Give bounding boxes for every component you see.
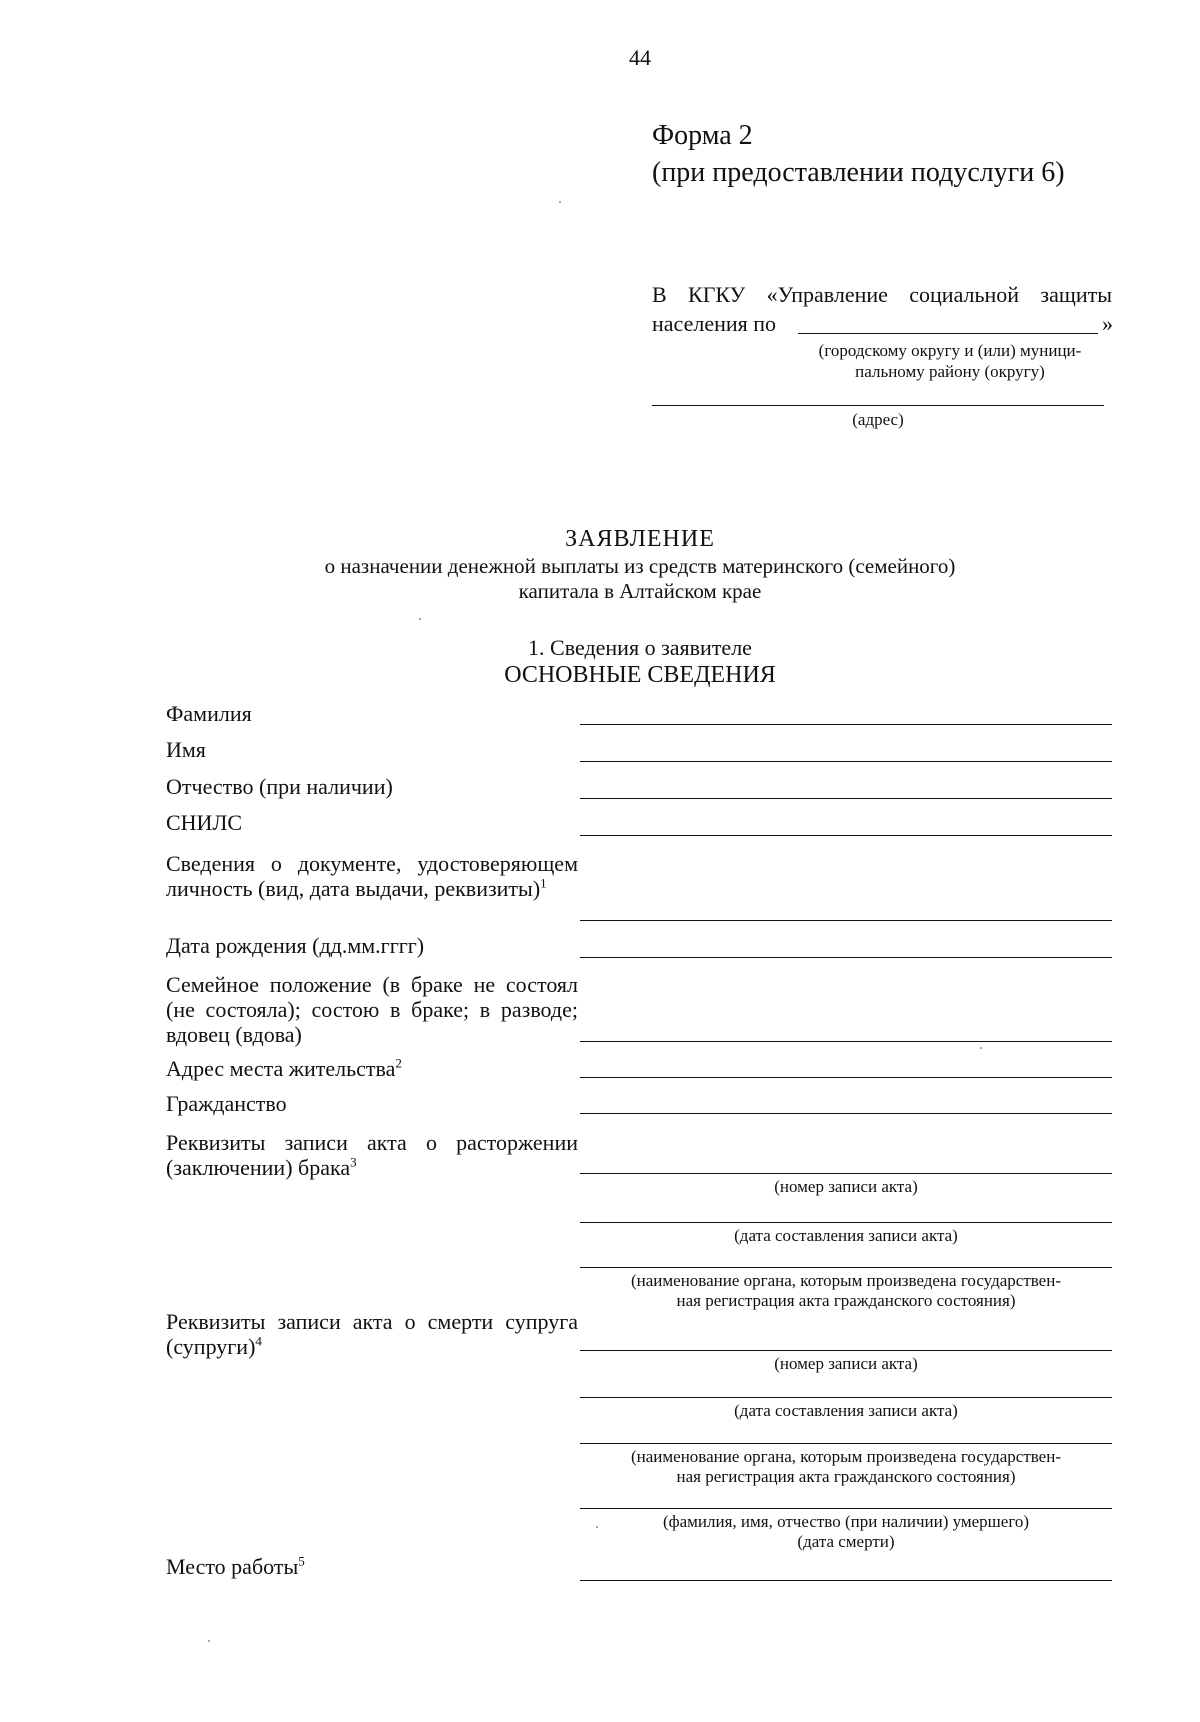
divorce-registering-body-caption-line-2: ная регистрация акта гражданского состояния) xyxy=(676,1291,1016,1310)
scan-speck xyxy=(980,1047,982,1049)
district-caption xyxy=(780,340,1120,382)
id-document-field[interactable] xyxy=(580,920,1112,921)
snils-label: СНИЛС xyxy=(166,810,243,835)
workplace-label-text: Место работы xyxy=(166,1554,299,1579)
recipient-line-1: В КГКУ «Управление социальной защиты xyxy=(652,282,1112,307)
form-title: Форма 2 xyxy=(652,120,753,151)
recipient-line-2: населения по xyxy=(652,311,777,336)
footnote-5-marker: 5 xyxy=(298,1553,305,1569)
scan-speck xyxy=(596,1526,598,1528)
residence-address-label xyxy=(166,1056,578,1081)
section-title: 1. Сведения о заявителе xyxy=(528,635,752,660)
marital-status-field[interactable] xyxy=(580,1041,1112,1042)
divorce-record-number-caption: (номер записи акта) xyxy=(774,1177,918,1196)
death-date-caption: (дата смерти) xyxy=(797,1532,895,1551)
marital-status-label: Семейное положение (в браке не состоял (не состояла); состою в браке; в разводе; вдовец (вдова) xyxy=(166,972,578,1047)
divorce-record-number-field[interactable] xyxy=(580,1173,1112,1174)
death-registering-body-caption-line-1: (наименование органа, которым произведена государствен- xyxy=(631,1447,1061,1466)
id-document-label-text: Сведения о документе, удостоверяющем личность (вид, дата выдачи, реквизиты) xyxy=(166,851,578,901)
patronymic-label: Отчество (при наличии) xyxy=(166,774,393,799)
workplace-label xyxy=(166,1554,578,1579)
address-input-line[interactable] xyxy=(652,405,1104,406)
divorce-record-label xyxy=(166,1130,578,1180)
statement-subtitle-line-2: капитала в Алтайском крае xyxy=(518,579,762,603)
death-record-number-field[interactable] xyxy=(580,1350,1112,1351)
closing-quote: » xyxy=(1102,311,1113,336)
page-number: 44 xyxy=(629,45,651,70)
divorce-registering-body-field[interactable] xyxy=(580,1267,1112,1268)
divorce-record-label-text: Реквизиты записи акта о расторжении (заключении) брака xyxy=(166,1130,578,1180)
death-registering-body-caption-line-2: ная регистрация акта гражданского состояния) xyxy=(676,1467,1016,1486)
scan-speck xyxy=(559,201,561,203)
divorce-record-date-field[interactable] xyxy=(580,1222,1112,1223)
death-record-date-field[interactable] xyxy=(580,1397,1112,1398)
district-input-line[interactable] xyxy=(798,333,1098,334)
death-record-label-text: Реквизиты записи акта о смерти супруга (супруги) xyxy=(166,1309,578,1359)
footnote-4-marker: 4 xyxy=(255,1333,262,1349)
form-subtitle: (при предоставлении подуслуги 6) xyxy=(652,157,1065,188)
divorce-registering-body-caption xyxy=(580,1271,1112,1311)
divorce-registering-body-caption-line-1: (наименование органа, которым произведена государствен- xyxy=(631,1271,1061,1290)
residence-address-label-text: Адрес места жительства xyxy=(166,1056,396,1081)
name-label: Имя xyxy=(166,737,206,762)
snils-field[interactable] xyxy=(580,835,1112,836)
scan-speck xyxy=(419,618,421,620)
death-record-number-caption: (номер записи акта) xyxy=(774,1354,918,1373)
citizenship-label: Гражданство xyxy=(166,1091,287,1116)
name-field[interactable] xyxy=(580,761,1112,762)
id-document-label xyxy=(166,851,578,901)
district-caption-line-2: пальному району (округу) xyxy=(855,362,1045,381)
patronymic-field[interactable] xyxy=(580,798,1112,799)
district-caption-line-1: (городскому округу и (или) муници- xyxy=(818,341,1082,360)
citizenship-field[interactable] xyxy=(580,1113,1112,1114)
death-record-label xyxy=(166,1309,578,1359)
section-subtitle: ОСНОВНЫЕ СВЕДЕНИЯ xyxy=(504,662,776,688)
workplace-field[interactable] xyxy=(580,1580,1112,1581)
scan-speck xyxy=(208,1640,210,1642)
death-record-date-caption: (дата составления записи акта) xyxy=(734,1401,958,1420)
death-registering-body-caption xyxy=(580,1447,1112,1487)
divorce-record-date-caption: (дата составления записи акта) xyxy=(734,1226,958,1245)
death-registering-body-field[interactable] xyxy=(580,1443,1112,1444)
deceased-info-field[interactable] xyxy=(580,1508,1112,1509)
footnote-1-marker: 1 xyxy=(540,875,547,891)
footnote-3-marker: 3 xyxy=(350,1154,357,1170)
birth-date-label: Дата рождения (дд.мм.гггг) xyxy=(166,933,425,958)
birth-date-field[interactable] xyxy=(580,957,1112,958)
statement-subtitle xyxy=(160,554,1120,604)
deceased-info-caption xyxy=(580,1512,1112,1552)
deceased-name-caption: (фамилия, имя, отчество (при наличии) умершего) xyxy=(662,1512,1030,1531)
surname-label: Фамилия xyxy=(166,701,252,726)
statement-title: ЗАЯВЛЕНИЕ xyxy=(565,526,715,552)
residence-address-field[interactable] xyxy=(580,1077,1112,1078)
statement-subtitle-line-1: о назначении денежной выплаты из средств материнского (семейного) xyxy=(324,554,956,578)
surname-field[interactable] xyxy=(580,724,1112,725)
address-caption: (адрес) xyxy=(852,410,904,429)
footnote-2-marker: 2 xyxy=(395,1055,402,1071)
